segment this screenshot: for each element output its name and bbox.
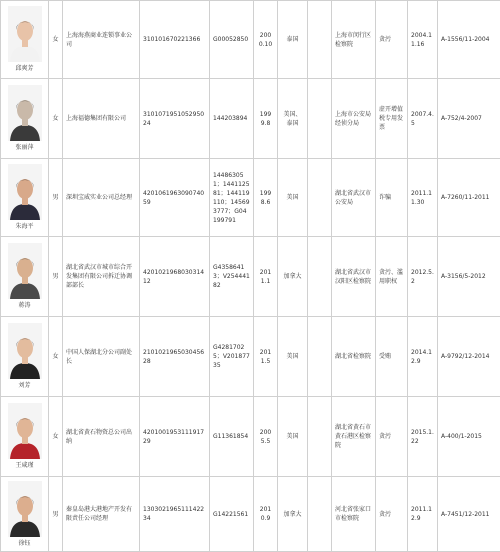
flee-date-cell: 1998.6 <box>254 159 278 237</box>
passport-cell: G11361854 <box>210 397 254 477</box>
extra-cell <box>308 1 332 79</box>
notice-number-cell: A-3156/5-2012 <box>438 237 500 317</box>
id-number-cell: 310107195105295024 <box>140 79 210 159</box>
employer-cell: 湖北省黄石物资总公司出纳 <box>63 397 140 477</box>
destination-cell: 加拿大 <box>278 477 308 552</box>
id-number-cell: 210102196503045628 <box>140 317 210 397</box>
employer-cell: 湖北省武汉市城市综合开发集团有限公司拆迁协调部部长 <box>63 237 140 317</box>
extra-cell <box>308 79 332 159</box>
gender-cell: 男 <box>49 159 63 237</box>
filing-unit-cell: 上海市公安局经侦分局 <box>332 79 376 159</box>
charge-cell: 贪污 <box>376 397 408 477</box>
destination-cell: 美国 <box>278 397 308 477</box>
table-row <box>1 477 500 552</box>
filing-unit-cell: 湖北省武汉市公安局 <box>332 159 376 237</box>
portrait-photo <box>8 243 42 299</box>
person-name: 张丽萍 <box>2 143 47 152</box>
portrait-photo <box>8 403 42 459</box>
extra-cell <box>308 477 332 552</box>
id-number-cell: 420106196309074059 <box>140 159 210 237</box>
id-number-cell: 310101670221366 <box>140 1 210 79</box>
destination-cell: 美国 <box>278 159 308 237</box>
charge-cell: 诈骗 <box>376 159 408 237</box>
id-number-cell: 420100195311191729 <box>140 397 210 477</box>
passport-cell: G00052850 <box>210 1 254 79</box>
destination-cell: 加拿大 <box>278 237 308 317</box>
photo-cell <box>1 79 49 159</box>
destination-cell: 泰国 <box>278 1 308 79</box>
extra-cell <box>308 397 332 477</box>
id-number-cell: 130302196511142234 <box>140 477 210 552</box>
filing-unit-cell: 河北省张家口市检察院 <box>332 477 376 552</box>
charge-cell: 受贿 <box>376 317 408 397</box>
table-row <box>1 317 500 397</box>
flee-date-cell: 1999.8 <box>254 79 278 159</box>
photo-cell <box>1 397 49 477</box>
gender-cell: 女 <box>49 397 63 477</box>
table-body <box>1 1 500 552</box>
table-row <box>1 237 500 317</box>
person-name: 王咸瑾 <box>2 461 47 470</box>
gender-cell: 女 <box>49 79 63 159</box>
notice-date-cell: 2011.12.9 <box>408 477 438 552</box>
photo-cell <box>1 1 49 79</box>
passport-cell: G43586413；V25444182 <box>210 237 254 317</box>
notice-date-cell: 2015.1.22 <box>408 397 438 477</box>
notice-date-cell: 2007.4.5 <box>408 79 438 159</box>
notice-date-cell: 2004.11.16 <box>408 1 438 79</box>
filing-unit-cell: 上海市闵行区检察院 <box>332 1 376 79</box>
filing-unit-cell: 湖北省检察院 <box>332 317 376 397</box>
table-row <box>1 1 500 79</box>
portrait-photo <box>8 323 42 379</box>
charge-cell: 贪污 <box>376 1 408 79</box>
flee-date-cell: 2011.1 <box>254 237 278 317</box>
destination-cell: 美国 <box>278 317 308 397</box>
passport-cell: G42817025；V20187735 <box>210 317 254 397</box>
employer-cell: 上海海燕商业连锁事业公司 <box>63 1 140 79</box>
notice-date-cell: 2012.5.2 <box>408 237 438 317</box>
table-row <box>1 397 500 477</box>
passport-cell: 144863051；144112581；144119110；145693777；G04199791 <box>210 159 254 237</box>
notice-date-cell: 2014.12.9 <box>408 317 438 397</box>
person-name: 蒋涛 <box>2 301 47 310</box>
photo-cell <box>1 159 49 237</box>
notice-number-cell: A-7260/11-2011 <box>438 159 500 237</box>
filing-unit-cell: 湖北省武汉市汉阳区检察院 <box>332 237 376 317</box>
table-row <box>1 79 500 159</box>
employer-cell: 上海福德集团有限公司 <box>63 79 140 159</box>
extra-cell <box>308 237 332 317</box>
notice-number-cell: A-1556/11-2004 <box>438 1 500 79</box>
photo-cell <box>1 317 49 397</box>
person-name: 朱海平 <box>2 222 47 231</box>
portrait-photo <box>8 6 42 62</box>
passport-cell: G14221561 <box>210 477 254 552</box>
id-number-cell: 420102196803031412 <box>140 237 210 317</box>
table-row <box>1 159 500 237</box>
charge-cell: 贪污 <box>376 477 408 552</box>
person-name: 徐钰 <box>2 539 47 548</box>
notice-number-cell: A-752/4-2007 <box>438 79 500 159</box>
photo-cell <box>1 477 49 552</box>
employer-cell: 中国人保湖北分公司副处长 <box>63 317 140 397</box>
employer-cell: 深圳宝威实业公司总经理 <box>63 159 140 237</box>
person-name: 刘芳 <box>2 381 47 390</box>
flee-date-cell: 2005.5 <box>254 397 278 477</box>
flee-date-cell: 2011.5 <box>254 317 278 397</box>
gender-cell: 男 <box>49 237 63 317</box>
charge-cell: 虚开增值税专用发票 <box>376 79 408 159</box>
portrait-photo <box>8 481 42 537</box>
flee-date-cell: 2000.10 <box>254 1 278 79</box>
charge-cell: 贪污、滥用职权 <box>376 237 408 317</box>
gender-cell: 女 <box>49 317 63 397</box>
destination-cell: 美国、泰国 <box>278 79 308 159</box>
notice-number-cell: A-400/1-2015 <box>438 397 500 477</box>
extra-cell <box>308 317 332 397</box>
notice-number-cell: A-7451/12-2011 <box>438 477 500 552</box>
passport-cell: 144203894 <box>210 79 254 159</box>
portrait-photo <box>8 85 42 141</box>
gender-cell: 男 <box>49 477 63 552</box>
flee-date-cell: 2010.9 <box>254 477 278 552</box>
person-name: 邱爽芳 <box>2 64 47 73</box>
notice-number-cell: A-9792/12-2014 <box>438 317 500 397</box>
employer-cell: 秦皇岛港大港地产开发有限责任公司经理 <box>63 477 140 552</box>
filing-unit-cell: 湖北省黄石市黄石港区检察院 <box>332 397 376 477</box>
extra-cell <box>308 159 332 237</box>
photo-cell <box>1 237 49 317</box>
portrait-photo <box>8 164 42 220</box>
notice-date-cell: 2011.11.30 <box>408 159 438 237</box>
gender-cell: 女 <box>49 1 63 79</box>
